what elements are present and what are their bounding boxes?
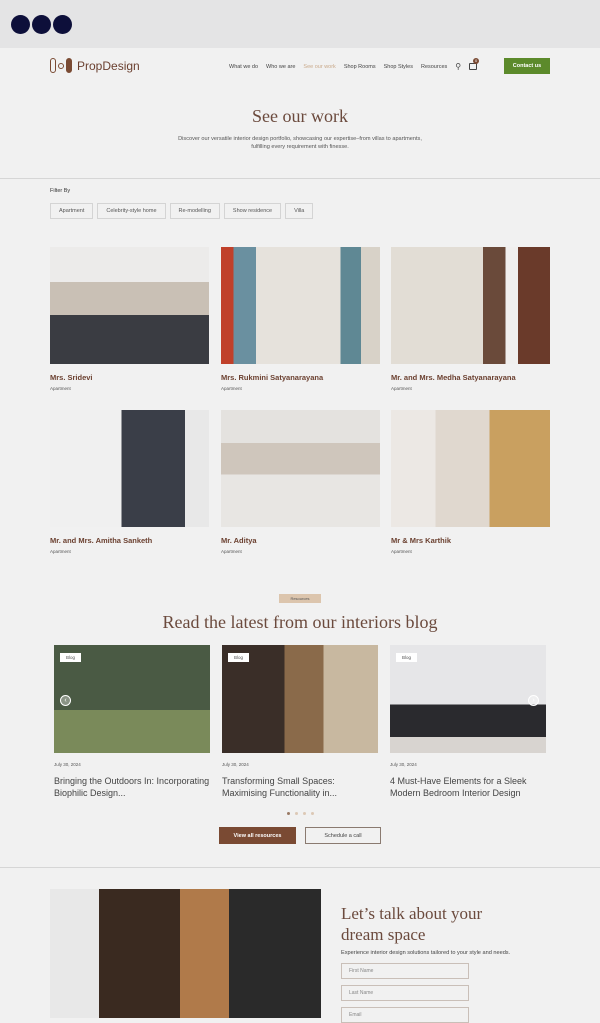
last-name-input[interactable]: Last Name [341,985,469,1001]
blog-card[interactable] [54,645,210,799]
blog-heading: Read the latest from our interiors blog [162,612,438,632]
blog-image [390,645,546,753]
blog-date: July 30, 2024 [54,762,81,767]
carousel-dot[interactable] [287,812,290,815]
cart-count-badge: 0 [475,58,478,63]
carousel-next-icon[interactable]: › [528,695,539,706]
project-card[interactable] [391,247,550,391]
carousel-dot[interactable] [295,812,298,815]
project-type: Apartment [50,386,71,391]
project-type: Apartment [221,386,242,391]
project-title: Mr. and Mrs. Medha Satyanarayana [391,373,516,382]
carousel-prev-icon[interactable]: ‹ [60,695,71,706]
window-dot-icon[interactable] [11,15,30,34]
blog-tag: Blog [60,653,81,662]
filter-label: Filter By [50,188,71,194]
user-icon[interactable]: ⚲ [455,62,462,71]
project-title: Mrs. Sridevi [50,373,93,382]
page-subtitle: Discover our versatile interior design portfolio, showcasing our expertise–from villas to apartments, fulfilling every requirement with finesse. [178,136,422,150]
nav-what-we-do[interactable]: What we do [229,63,259,70]
blog-tag: Blog [228,653,249,662]
project-card[interactable] [221,247,380,391]
cart-icon[interactable] [469,58,478,70]
contact-image [50,889,321,1018]
filter-re-modelling[interactable]: Re-modelling [170,203,220,219]
project-type: Apartment [221,549,242,554]
project-image [50,247,209,364]
carousel-dot[interactable] [303,812,306,815]
blog-image [54,645,210,753]
divider [0,867,600,868]
view-all-resources-button[interactable]: View all resources [219,827,296,844]
project-image [50,410,209,527]
nav-shop-rooms[interactable]: Shop Rooms [343,63,376,70]
logo-mark-icon [50,58,72,73]
page-title: See our work [252,106,348,126]
filter-villa[interactable]: Villa [285,203,313,219]
project-type: Apartment [391,386,412,391]
project-image [391,247,550,364]
blog-title[interactable]: Transforming Small Spaces: Maximising Functionality in... [222,776,338,798]
browser-top-bar [0,0,600,48]
contact-subtitle: Experience interior design solutions tailored to your style and needs. [341,950,511,956]
blog-card[interactable] [390,645,546,799]
contact-heading-text: Let’s talk about your dream space [341,904,483,944]
project-card[interactable] [391,410,550,554]
blog-image [222,645,378,753]
filter-celebrity-style-home[interactable]: Celebrity-style home [97,203,165,219]
blog-title[interactable]: 4 Must-Have Elements for a Sleek Modern Bedroom Interior Design [390,776,527,798]
main-nav [229,58,478,71]
carousel-dot[interactable] [311,812,314,815]
schedule-call-button[interactable]: Schedule a call [305,827,381,844]
brand-name: PropDesign [77,58,140,73]
window-dot-icon[interactable] [32,15,51,34]
project-card[interactable] [221,410,380,554]
project-title: Mr. Aditya [221,536,257,545]
nav-shop-styles[interactable]: Shop Styles [383,63,413,70]
project-title: Mr. and Mrs. Amitha Sanketh [50,536,153,545]
project-type: Apartment [50,549,71,554]
logo[interactable] [50,58,140,73]
blog-date: July 30, 2024 [390,762,417,767]
blog-title[interactable]: Bringing the Outdoors In: Incorporating Biophilic Design... [54,776,210,798]
filter-chips [50,203,313,219]
project-image [221,247,380,364]
contact-heading [341,903,506,945]
first-name-input[interactable]: First Name [341,963,469,979]
blog-tag: Blog [396,653,417,662]
nav-resources[interactable]: Resources [420,63,448,70]
contact-us-button[interactable]: Contact us [504,58,550,74]
nav-see-our-work[interactable]: See our work [303,63,336,70]
blog-card[interactable] [222,645,378,799]
project-image [221,410,380,527]
project-card[interactable] [50,410,209,554]
project-image [391,410,550,527]
nav-who-we-are[interactable]: Who we are [266,63,296,70]
filter-apartment[interactable]: Apartment [50,203,93,219]
divider [0,178,600,179]
email-input[interactable]: Email [341,1007,469,1023]
project-card[interactable] [50,247,209,391]
filter-show-residence[interactable]: Show residence [224,203,281,219]
project-type: Apartment [391,549,412,554]
window-dot-icon[interactable] [53,15,72,34]
project-title: Mr & Mrs Karthik [391,536,452,545]
resources-badge: Resources [279,594,321,603]
carousel-dots [287,812,314,815]
project-title: Mrs. Rukmini Satyanarayana [221,373,324,382]
blog-date: July 30, 2024 [222,762,249,767]
